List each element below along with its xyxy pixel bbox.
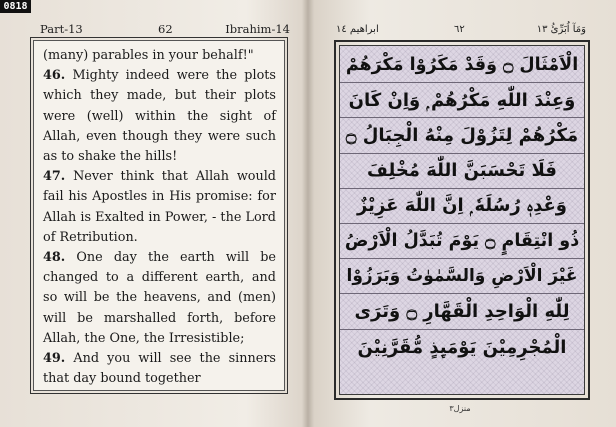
manzil-footer: منزل٣ xyxy=(449,404,471,413)
arabic-line: الْمُجْرِمِيْنَ يَوْمَىِٕذٍ مُّقَرَّنِيْنَ xyxy=(357,336,567,358)
arabic-line: ذُو انْتِقَامٍ ۝ يَوْمَ تُبَدَّلُ الْاَرْضُ xyxy=(340,224,584,259)
verse-number: 48. xyxy=(43,250,66,266)
left-page-header xyxy=(40,22,290,36)
verse-49: 49. And you will see the sinners that day bound together xyxy=(43,351,276,387)
header-chapter: Ibrahim-14 xyxy=(225,22,290,36)
arabic-header-page-number: ٦٢ xyxy=(454,24,465,35)
arabic-line: لِلّٰهِ الْوَاحِدِ الْقَهَّارِ ۝ وَتَرَى xyxy=(340,294,584,329)
header-page-number: 62 xyxy=(158,22,173,36)
arabic-line: وَعِنْدَ اللّٰهِ مَكْرُهُمْ ۭ وَاِنْ كَانَ xyxy=(340,83,584,118)
arabic-text-frame xyxy=(334,40,590,400)
arabic-line: وَعْدِهٖ رُسُلَهٗ ۭ اِنَّ اللّٰهَ عَزِيْزٌ xyxy=(340,189,584,224)
verse-47: 47. Never think that Allah would fail his Apostles in His promise: for Allah is Exalted in Power, - the Lord of Retribution. xyxy=(43,169,276,245)
verse-48: 48. One day the earth will be changed to a different earth, and so will be the heavens, and (men) will be marshalled forth, before Allah, the One, the Irresistible; xyxy=(43,250,276,346)
verse-number: 46. xyxy=(43,68,66,84)
arabic-line: فَلَا تَحْسَبَنَّ اللّٰهَ مُخْلِفَ xyxy=(340,154,584,189)
arabic-text-block xyxy=(339,45,585,395)
right-page-header xyxy=(336,24,586,38)
arabic-line: غَيْرَ الْاَرْضِ وَالسَّمٰوٰتُ وَبَرَزُوْا xyxy=(340,259,584,294)
header-part: Part-13 xyxy=(40,22,83,36)
verse-46: 46. Mighty indeed were the plots which they made, but their plots were (well) within the sight of Allah, even though they were such as to shake the hills! xyxy=(43,68,276,165)
arabic-header-chapter: ابراهيم ١٤ xyxy=(336,24,379,35)
verse-number: 47. xyxy=(43,169,66,185)
arabic-header-part: وَمَآ اُبَرِّئُ ١٣ xyxy=(536,24,586,35)
verse-continuation: (many) parables in your behalf!" xyxy=(43,48,254,63)
verse-number: 49. xyxy=(43,351,66,367)
translation-text xyxy=(33,40,285,391)
image-tag: 0818 xyxy=(0,0,31,13)
arabic-line: الْاَمْثَالَ ۝ وَقَدْ مَكَرُوْا مَكْرَهُمْ xyxy=(340,48,584,83)
translation-frame xyxy=(30,37,288,394)
arabic-line: مَكْرُهُمْ لِتَزُوْلَ مِنْهُ الْجِبَالُ ۝ xyxy=(340,118,584,153)
